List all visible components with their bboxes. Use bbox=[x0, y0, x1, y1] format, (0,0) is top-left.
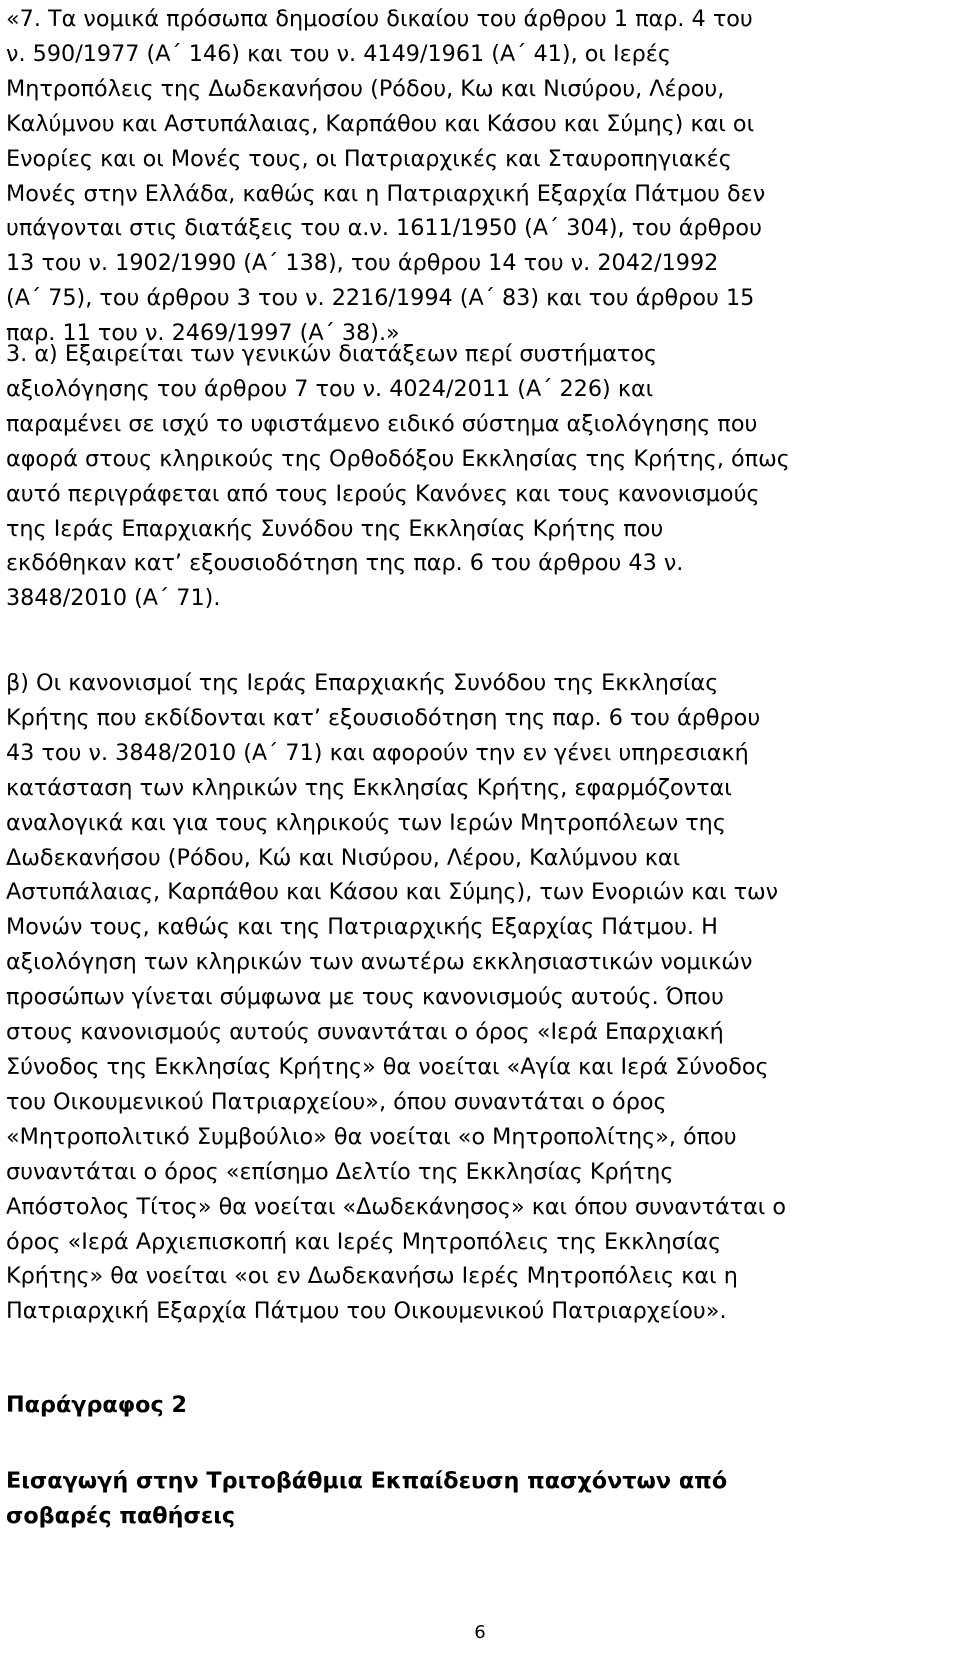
text-line: Μονών τους, καθώς και της Πατριαρχικής Εξαρχίας Πάτμου. Η bbox=[6, 914, 718, 941]
text-line: παραμένει σε ισχύ το υφιστάμενο ειδικό σύστημα αξιολόγησης που bbox=[6, 410, 758, 437]
text-line: «Μητροπολιτικό Συμβούλιο» θα νοείται «ο Μητροπολίτης», όπου bbox=[6, 1123, 737, 1150]
text-line: υπάγονται στις διατάξεις του α.ν. 1611/1950 (Α΄ 304), του άρθρου bbox=[6, 215, 762, 242]
text-line: του Οικουμενικού Πατριαρχείου», όπου συναντάται ο όρος bbox=[6, 1088, 667, 1115]
text-line: Σύνοδος της Εκκλησίας Κρήτης» θα νοείται «Αγία και Ιερά Σύνοδος bbox=[6, 1053, 769, 1080]
text-line: παρ. 11 του ν. 2469/1997 (Α΄ 38).» bbox=[6, 320, 400, 347]
text-line: 3. α) Εξαιρείται των γενικών διατάξεων περί συστήματος bbox=[6, 341, 658, 367]
text-line: συναντάται ο όρος «επίσημο Δελτίο της Εκκλησίας Κρήτης bbox=[6, 1158, 674, 1185]
text-line: Μητροπόλεις της Δωδεκανήσου (Ρόδου, Κω και Νισύρου, Λέρου, bbox=[6, 75, 725, 102]
text-line: προσώπων γίνεται σύμφωνα με τους κανονισμούς αυτούς. Όπου bbox=[6, 984, 724, 1011]
text-line: Πατριαρχική Εξαρχία Πάτμου του Οικουμενικού Πατριαρχείου». bbox=[6, 1298, 727, 1325]
text-line: «7. Τα νομικά πρόσωπα δημοσίου δικαίου του άρθρου 1 παρ. 4 του bbox=[6, 6, 753, 32]
text-line: Απόστολος Τίτος» θα νοείται «Δωδεκάνησος» και όπου συναντάται ο bbox=[6, 1193, 787, 1220]
text-line: ν. 590/1977 (Α΄ 146) και του ν. 4149/1961 (Α΄ 41), οι Ιερές bbox=[6, 40, 671, 67]
paragraph-3a bbox=[6, 337, 790, 616]
page-number: 6 bbox=[474, 1622, 486, 1643]
text-line: αξιολόγησης του άρθρου 7 του ν. 4024/2011 (Α΄ 226) και bbox=[6, 375, 654, 402]
text-line: αναλογικά και για τους κληρικούς των Ιερών Μητροπόλεων της bbox=[6, 809, 726, 836]
text-line: Αστυπάλαιας, Καρπάθου και Κάσου και Σύμης), των Ενοριών και των bbox=[6, 879, 779, 906]
text-line: αξιολόγηση των κληρικών των ανωτέρω εκκλησιαστικών νομικών bbox=[6, 949, 753, 976]
text-line: αφορά στους κληρικούς της Ορθοδόξου Εκκλησίας της Κρήτης, όπως bbox=[6, 445, 790, 472]
text-line: 13 του ν. 1902/1990 (Α΄ 138), του άρθρου 14 του ν. 2042/1992 bbox=[6, 250, 719, 277]
text-line: Μονές στην Ελλάδα, καθώς και η Πατριαρχική Εξαρχία Πάτμου δεν bbox=[6, 180, 766, 207]
text-line: 43 του ν. 3848/2010 (Α΄ 71) και αφορούν την εν γένει υπηρεσιακή bbox=[6, 739, 749, 766]
paragraph-7-quote bbox=[6, 2, 765, 351]
text-line: Καλύμνου και Αστυπάλαιας, Καρπάθου και Κάσου και Σύμης) και οι bbox=[6, 110, 755, 137]
text-line: Κρήτης που εκδίδονται κατ’ εξουσιοδότηση της παρ. 6 του άρθρου bbox=[6, 704, 761, 731]
paragraph-3b bbox=[6, 666, 786, 1329]
section-title-line: σοβαρές παθήσεις bbox=[6, 1502, 236, 1529]
text-line: (Α΄ 75), του άρθρου 3 του ν. 2216/1994 (Α΄ 83) και του άρθρου 15 bbox=[6, 285, 755, 312]
text-line: κατάσταση των κληρικών της Εκκλησίας Κρήτης, εφαρμόζονται bbox=[6, 774, 732, 801]
text-line: εκδόθηκαν κατ’ εξουσιοδότηση της παρ. 6 του άρθρου 43 ν. bbox=[6, 550, 684, 577]
text-line: της Ιεράς Επαρχιακής Συνόδου της Εκκλησίας Κρήτης που bbox=[6, 515, 664, 542]
text-line: στους κανονισμούς αυτούς συναντάται ο όρος «Ιερά Επαρχιακή bbox=[6, 1019, 724, 1046]
text-line: αυτό περιγράφεται από τους Ιερούς Κανόνες και τους κανονισμούς bbox=[6, 480, 760, 507]
text-line: Κρήτης» θα νοείται «οι εν Δωδεκανήσω Ιερές Μητροπόλεις και η bbox=[6, 1263, 738, 1290]
section-title-line: Εισαγωγή στην Τριτοβάθμια Εκπαίδευση πασχόντων από bbox=[6, 1468, 728, 1494]
text-line: όρος «Ιερά Αρχιεπισκοπή και Ιερές Μητροπόλεις της Εκκλησίας bbox=[6, 1228, 722, 1255]
section-heading: Παράγραφος 2 bbox=[6, 1392, 187, 1418]
text-line: Δωδεκανήσου (Ρόδου, Κώ και Νισύρου, Λέρου, Καλύμνου και bbox=[6, 844, 681, 871]
text-line: β) Οι κανονισμοί της Ιεράς Επαρχιακής Συνόδου της Εκκλησίας bbox=[6, 670, 719, 696]
text-line: Ενορίες και οι Μονές τους, οι Πατριαρχικές και Σταυροπηγιακές bbox=[6, 145, 732, 172]
section-title bbox=[6, 1464, 727, 1534]
text-line: 3848/2010 (Α΄ 71). bbox=[6, 585, 221, 612]
